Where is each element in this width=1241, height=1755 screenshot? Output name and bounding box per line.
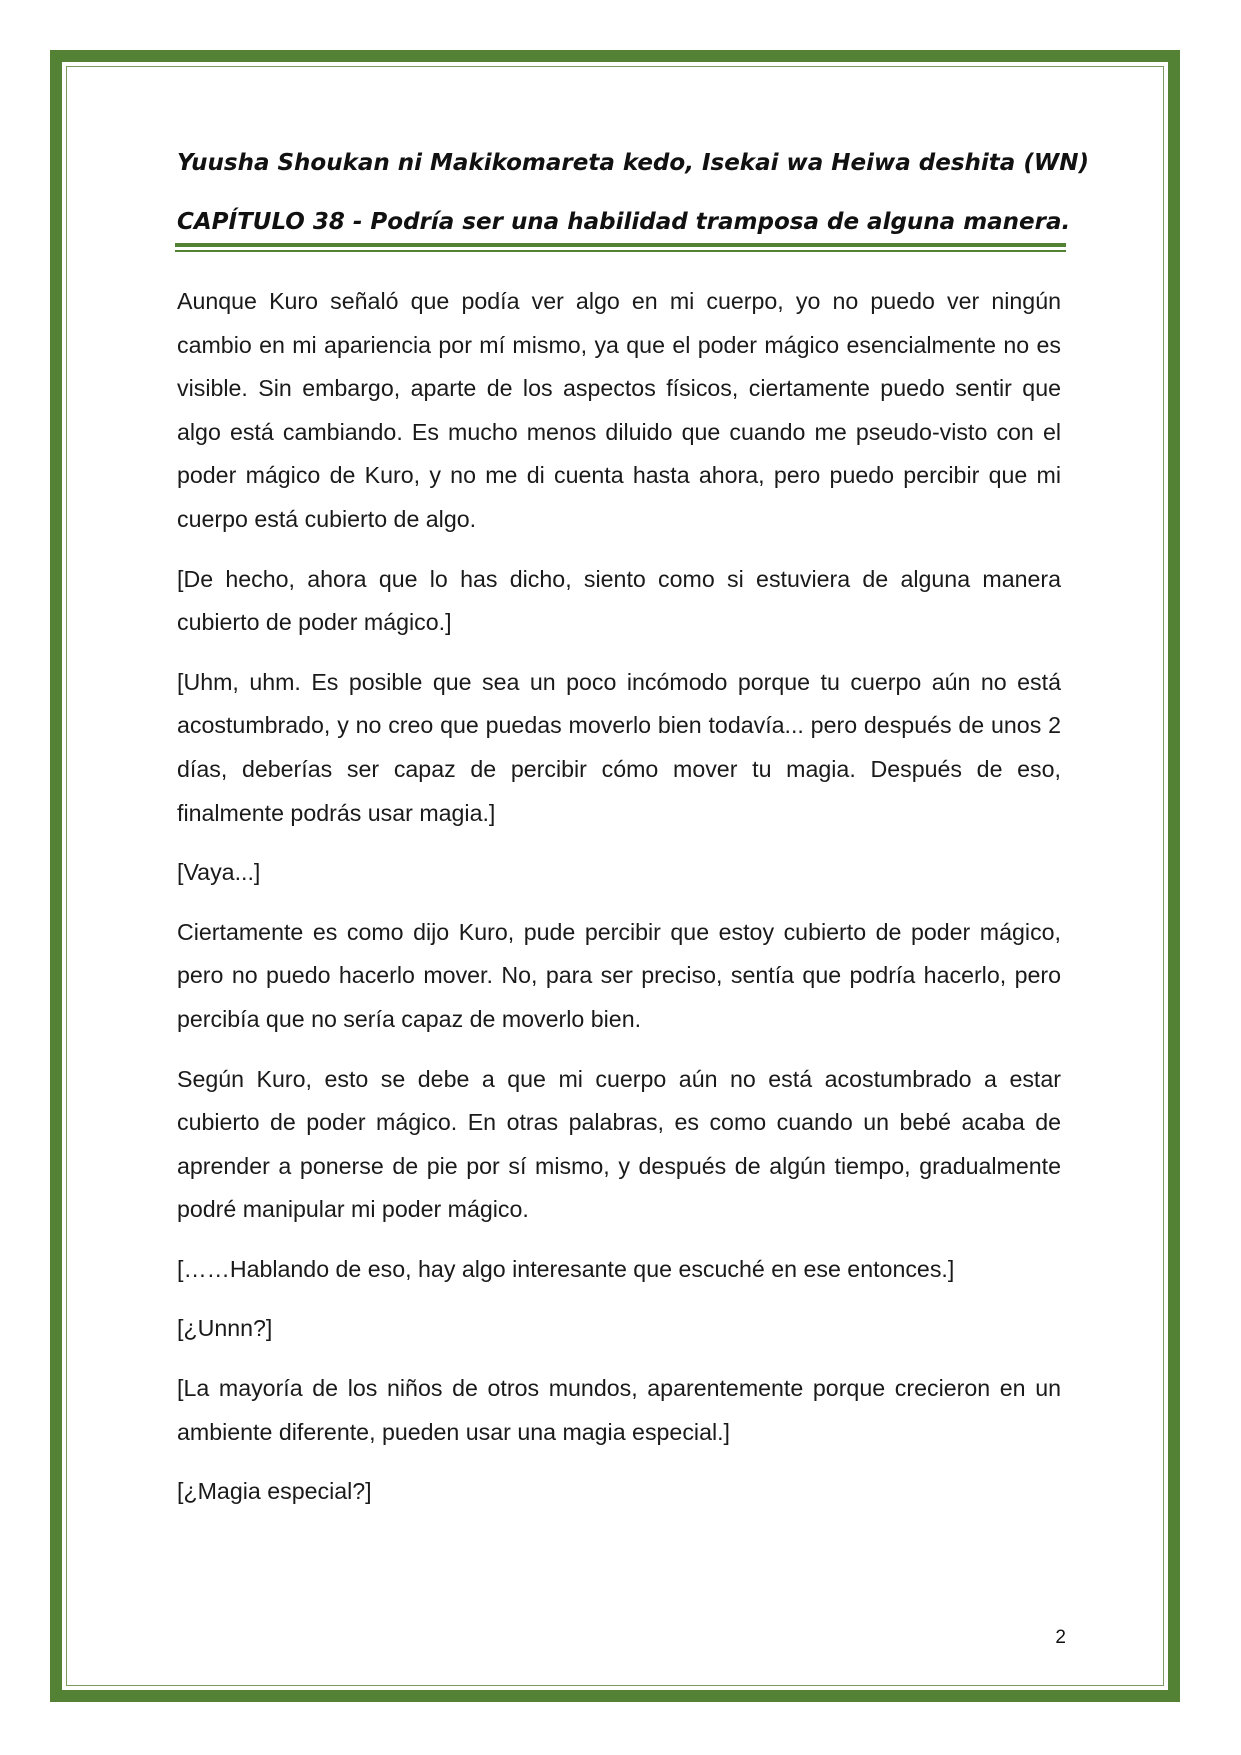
page-number: 2	[1055, 1627, 1066, 1648]
paragraph: Ciertamente es como dijo Kuro, pude percibir que estoy cubierto de poder mágico, pero no puedo hacerlo mover. No, para ser preciso, sentía que podría hacerlo, pero percibía que no sería capaz de moverlo bien.	[177, 918, 1061, 1032]
body-text	[177, 280, 1061, 1530]
paragraph: [De hecho, ahora que lo has dicho, siento como si estuviera de alguna manera cubierto de poder mágico.]	[177, 565, 1061, 636]
paragraph: [Vaya...]	[177, 859, 261, 886]
paragraph: Según Kuro, esto se debe a que mi cuerpo aún no está acostumbrado a estar cubierto de poder mágico. En otras palabras, es como cuando un bebé acaba de aprender a ponerse de pie por sí mismo, y después de algún tiempo, gradualmente podré manipular mi poder mágico.	[177, 1065, 1061, 1223]
series-title: Yuusha Shoukan ni Makikomareta kedo, Isekai wa Heiwa deshita (WN)	[177, 150, 1089, 176]
paragraph: [……Hablando de eso, hay algo interesante que escuché en ese entonces.]	[177, 1255, 955, 1282]
title-rule-thick	[175, 243, 1066, 247]
title-rule-thin	[175, 250, 1066, 252]
paragraph: [¿Magia especial?]	[177, 1478, 372, 1505]
paragraph: [La mayoría de los niños de otros mundos, aparentemente porque crecieron en un ambiente diferente, pueden usar una magia especial.]	[177, 1375, 1061, 1445]
chapter-title: CAPÍTULO 38 - Podría ser una habilidad tramposa de alguna manera.	[177, 209, 1071, 235]
paragraph: Aunque Kuro señaló que podía ver algo en mi cuerpo, yo no puedo ver ningún cambio en mi apariencia por mí mismo, ya que el poder mágico esencialmente no es visible. Sin embargo, aparte de los aspectos físicos, ciertamente puedo sentir que algo está cambiando. Es mucho menos diluido que cuando me pseudo-visto con el poder mágico de Kuro, y no me di cuenta hasta ahora, pero puedo percibir que mi cuerpo está cubierto de algo.	[177, 288, 1061, 532]
paragraph: [¿Unnn?]	[177, 1315, 273, 1342]
paragraph: [Uhm, uhm. Es posible que sea un poco incómodo porque tu cuerpo aún no está acostumbrado, y no creo que puedas moverlo bien todavía... pero después de unos 2 días, deberías ser capaz de percibir cómo mover tu magia. Después de eso, finalmente podrás usar magia.]	[177, 668, 1061, 826]
